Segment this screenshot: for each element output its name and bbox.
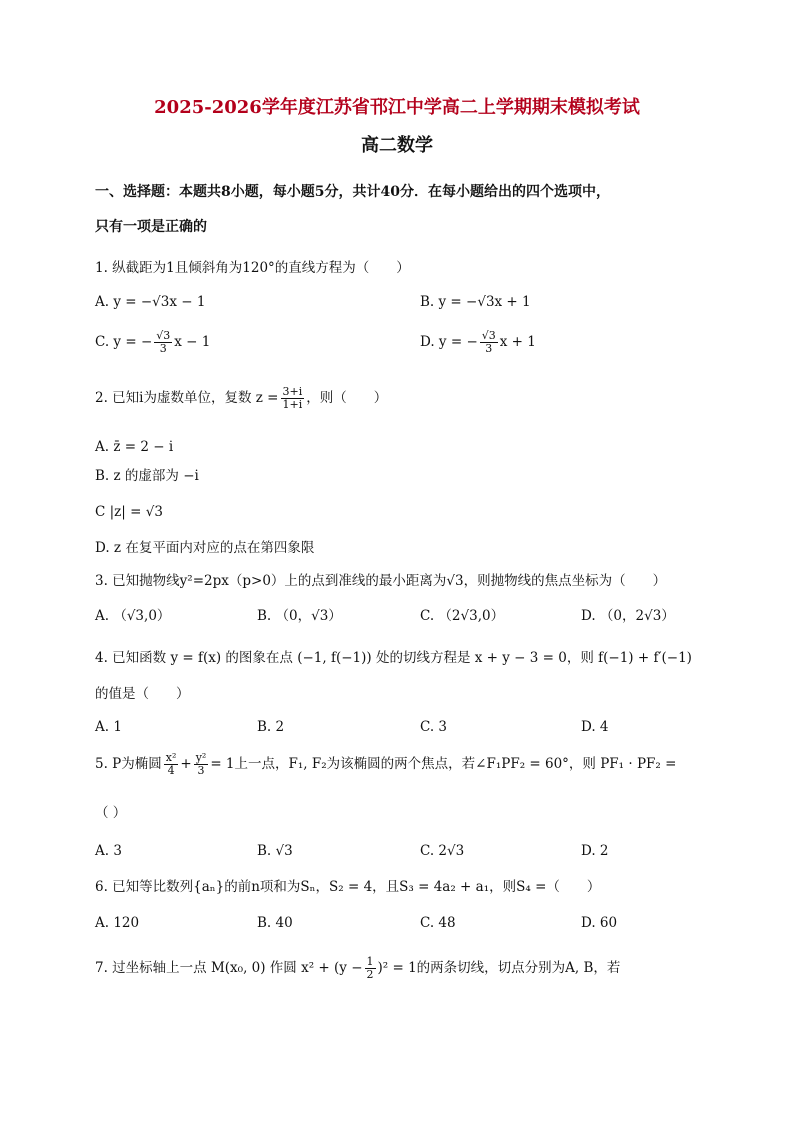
q5-frac2-denominator: 3 bbox=[197, 764, 205, 778]
section-heading-line2: 只有一项是正确的 bbox=[95, 219, 207, 235]
q2-numerator: 3+i bbox=[282, 385, 303, 398]
q3-option-c: C. （2√3,0） bbox=[420, 608, 505, 624]
q1-stem: 1. 纵截距为1且倾斜角为120°的直线方程为（ ） bbox=[95, 260, 410, 276]
q2-option-d: D. z 在复平面内对应的点在第四象限 bbox=[95, 540, 315, 556]
q5-option-a: A. 3 bbox=[95, 843, 122, 859]
q7-numerator: 1 bbox=[366, 955, 374, 968]
q5-stem: 5. P为椭圆 $\frac{\text{x²}}{4}$ + $\frac{\text{y²}}{3}$ = 1上一点，F₁, F₂为该椭圆的两个焦点，若∠F₁PF₂ = 60°，则 PF₁ · PF₂ = bbox=[95, 751, 677, 778]
q2-option-c: C |z| = √3 bbox=[95, 504, 163, 520]
q7-denominator: 2 bbox=[366, 968, 374, 982]
q6-option-a: A. 120 bbox=[95, 915, 140, 931]
q1-c-denominator: 3 bbox=[159, 342, 167, 356]
q2-option-a: A. z̄ = 2 − i bbox=[95, 439, 174, 455]
q3-option-d: D. （0，2√3） bbox=[581, 608, 675, 624]
q1-d-numerator: √3 bbox=[481, 329, 496, 342]
q6-stem: 6. 已知等比数列{aₙ}的前n项和为Sₙ，S₂ = 4，且S₃ = 4a₂ + a₁，则S₄ =（ ） bbox=[95, 879, 601, 895]
q2-denominator: 1+i bbox=[282, 398, 303, 412]
section-heading-line1: 一、选择题：本题共8小题，每小题5分，共计40分．在每小题给出的四个选项中， bbox=[95, 184, 610, 200]
q5-option-b: B. √3 bbox=[257, 843, 293, 859]
q6-option-c: C. 48 bbox=[420, 915, 456, 931]
q7-stem: 7. 过坐标轴上一点 M(x₀, 0) 作圆 x² + (y − $\frac{1}{2}$ )² = 1的两条切线，切点分别为A, B，若 bbox=[95, 955, 621, 982]
q1-option-a: A. y = −√3x − 1 bbox=[95, 294, 206, 310]
q4-option-a: A. 1 bbox=[95, 719, 122, 735]
q4-stem: 4. 已知函数 y = f(x) 的图象在点 (−1, f(−1)) 处的切线方程是 x + y − 3 = 0，则 f(−1) + f′(−1) bbox=[95, 650, 692, 666]
q1-d-denominator: 3 bbox=[485, 342, 493, 356]
q4-option-c: C. 3 bbox=[420, 719, 448, 735]
q6-option-d: D. 60 bbox=[581, 915, 618, 931]
q1-option-b: B. y = −√3x + 1 bbox=[420, 294, 531, 310]
q1-option-d: D. y = − $\frac{√3}{3}$ x + 1 bbox=[420, 329, 536, 356]
q1-c-numerator: √3 bbox=[156, 329, 171, 342]
q4-stem-continued: 的值是（ ） bbox=[95, 686, 190, 702]
q5-frac1-denominator: 4 bbox=[167, 764, 175, 778]
q1-option-c: C. y = − $\frac{√3}{3}$ x − 1 bbox=[95, 329, 211, 356]
exam-subject: 高二数学 bbox=[361, 135, 433, 156]
q4-option-d: D. 4 bbox=[581, 719, 609, 735]
q2-stem: 2. 已知i为虚数单位，复数 z = $\frac{3+i}{1+i}$ ，则（ ） bbox=[95, 385, 388, 412]
q2-option-b: B. z 的虚部为 −i bbox=[95, 468, 199, 484]
q5-option-c: C. 2√3 bbox=[420, 843, 465, 859]
q5-option-d: D. 2 bbox=[581, 843, 609, 859]
q5-stem-continued: （ ） bbox=[95, 805, 127, 821]
q3-stem: 3. 已知抛物线y²=2px（p>0）上的点到准线的最小距离为√3，则抛物线的焦点坐标为（ ） bbox=[95, 573, 667, 589]
q3-option-a: A. （√3,0） bbox=[95, 608, 171, 624]
exam-title: 2025-2026学年度江苏省邗江中学高二上学期期末模拟考试 bbox=[154, 97, 640, 118]
q5-frac1-numerator: x² bbox=[165, 751, 177, 764]
q3-option-b: B. （0，√3） bbox=[257, 608, 342, 624]
q5-frac2-numerator: y² bbox=[195, 751, 207, 764]
q4-option-b: B. 2 bbox=[257, 719, 285, 735]
q6-option-b: B. 40 bbox=[257, 915, 293, 931]
